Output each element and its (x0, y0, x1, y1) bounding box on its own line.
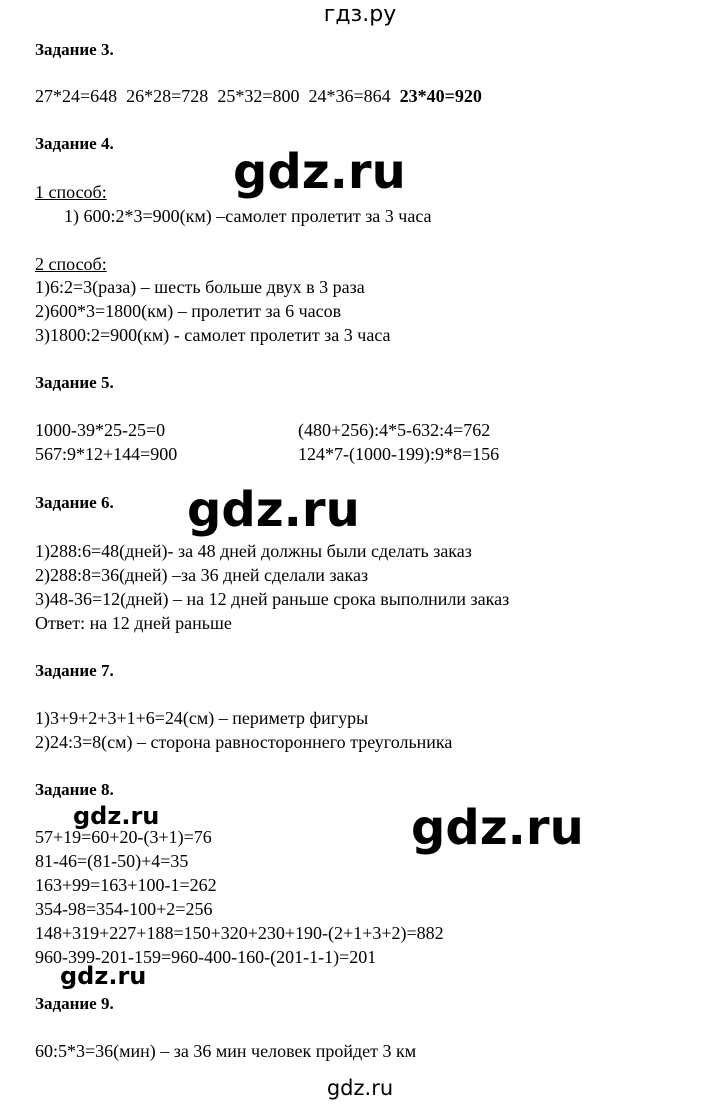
watermark: gdz.ru (60, 962, 147, 990)
task5-right1: (480+256):4*5-632:4=762 (298, 420, 491, 440)
task9-line1: 60:5*3=36(мин) – за 36 мин человек пройдет 3 км (35, 1041, 417, 1061)
task7-line1: 1)3+9+2+3+1+6=24(см) – периметр фигуры (35, 708, 369, 728)
task6-answer: Ответ: на 12 дней раньше (35, 613, 232, 633)
task5-right2: 124*7-(1000-199):9*8=156 (298, 444, 500, 464)
watermark: gdz.ru (187, 482, 360, 538)
task4-method1-label: 1 способ: (35, 182, 107, 202)
task6-line2: 2)288:8=36(дней) –за 36 дней сделали заказ (35, 565, 369, 585)
task6-title: Задание 6. (35, 493, 114, 512)
task8-line4: 354-98=354-100+2=256 (35, 899, 213, 919)
task5-title: Задание 5. (35, 373, 114, 392)
task3-eq1: 27*24=648 (35, 86, 118, 106)
task8-line1: 57+19=60+20-(3+1)=76 (35, 827, 212, 847)
task8-line6: 960-399-201-159=960-400-160-(201-1-1)=201 (35, 947, 377, 967)
watermark: gdz.ru (411, 800, 584, 856)
task8-line2: 81-46=(81-50)+4=35 (35, 851, 189, 871)
task4-method2-line3: 3)1800:2=900(км) - самолет пролетит за 3 часа (35, 325, 391, 345)
task4-method1-line1: 1) 600:2*3=900(км) –самолет пролетит за 3 часа (64, 206, 432, 226)
task3-eq5: 23*40=920 (399, 86, 482, 106)
task8-title: Задание 8. (35, 780, 114, 799)
task5-left1: 1000-39*25-25=0 (35, 420, 166, 440)
task4-method2-label: 2 способ: (35, 254, 107, 274)
task7-title: Задание 7. (35, 661, 114, 680)
task3-title: Задание 3. (35, 40, 114, 59)
task6-line3: 3)48-36=12(дней) – на 12 дней раньше срока выполнили заказ (35, 589, 510, 609)
site-header: гдз.ру (323, 2, 397, 27)
task3-eq2: 26*28=728 (126, 86, 209, 106)
site-footer: gdz.ru (326, 1076, 394, 1100)
watermark: gdz.ru (233, 144, 406, 200)
task9-title: Задание 9. (35, 994, 114, 1013)
task8-line3: 163+99=163+100-1=262 (35, 875, 217, 895)
task7-line2: 2)24:3=8(см) – сторона равностороннего треугольника (35, 732, 453, 752)
task4-method2-line1: 1)6:2=3(раза) – шесть больше двух в 3 раза (35, 277, 365, 297)
task3-eq4: 24*36=864 (308, 86, 391, 106)
task3-eq3: 25*32=800 (217, 86, 300, 106)
task4-method2-line2: 2)600*3=1800(км) – пролетит за 6 часов (35, 301, 342, 321)
task8-line5: 148+319+227+188=150+320+230+190-(2+1+3+2)=882 (35, 923, 444, 943)
task3-equations (35, 85, 482, 107)
task5-left2: 567:9*12+144=900 (35, 444, 178, 464)
task4-title: Задание 4. (35, 134, 114, 153)
watermark: gdz.ru (73, 802, 160, 830)
task6-line1: 1)288:6=48(дней)- за 48 дней должны были сделать заказ (35, 541, 472, 561)
